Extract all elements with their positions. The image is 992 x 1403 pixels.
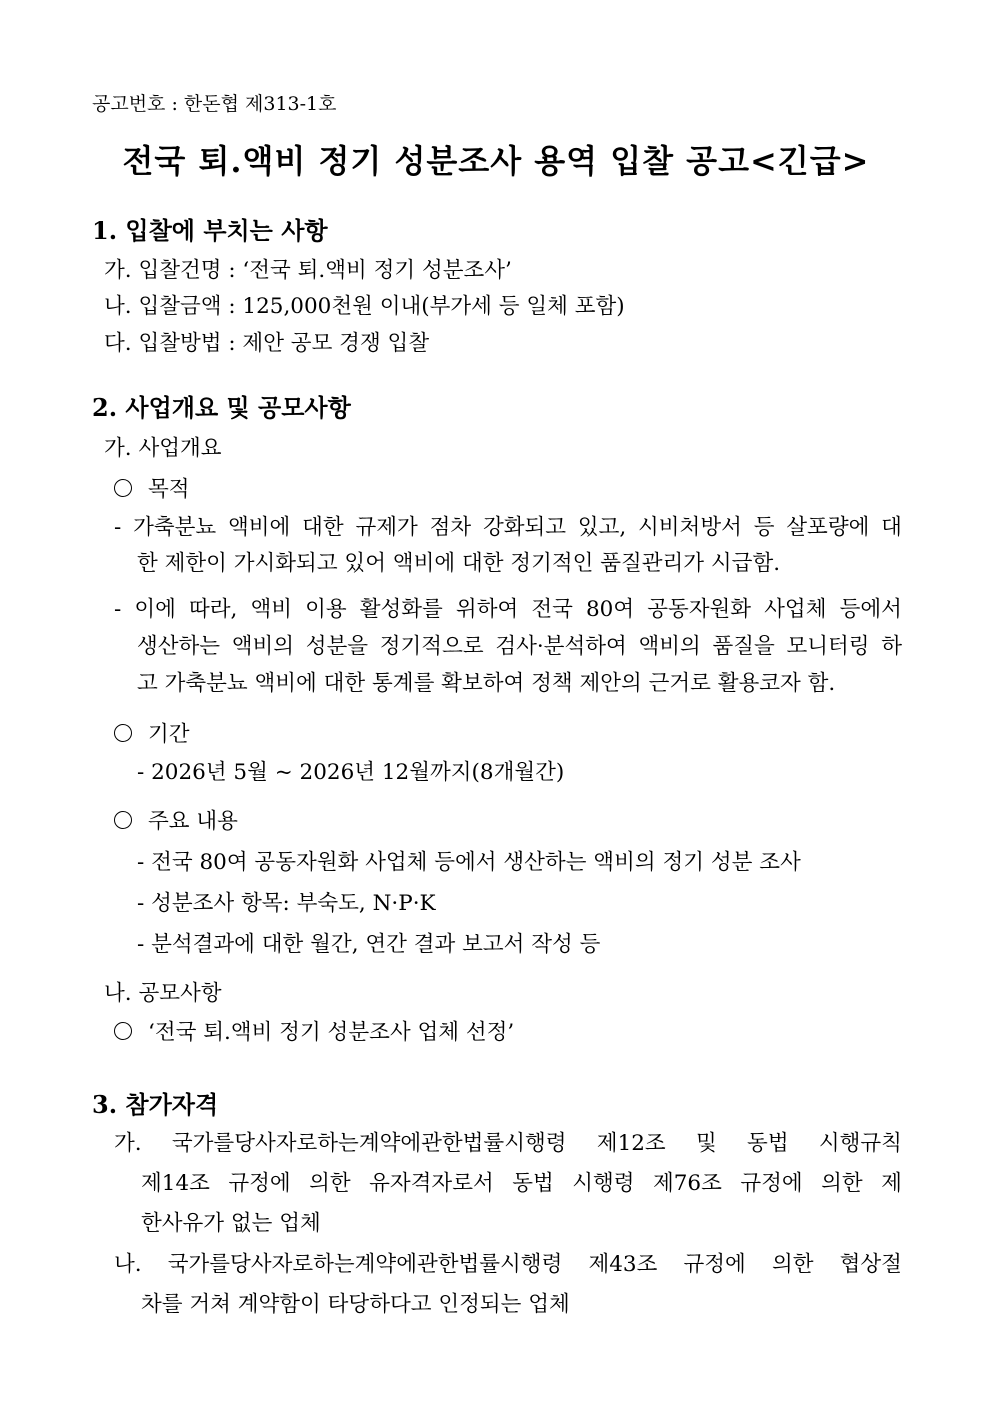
word: - — [114, 515, 122, 540]
purpose-2-line3: 고 가축분뇨 액비에 대한 통계를 확보하여 정책 제안의 근거로 활용코자 함. — [137, 671, 836, 696]
section1-item-a: 가. 입찰건명 : ‘전국 퇴.액비 정기 성분조사’ — [104, 258, 512, 283]
word: 하 — [881, 634, 902, 659]
word: 모니터링 — [786, 634, 870, 659]
word: 이에 — [134, 597, 176, 622]
word: 있고, — [577, 515, 627, 540]
word: 가. — [114, 1131, 142, 1156]
circle-bullet-icon — [114, 479, 132, 497]
word: 유자격자로서 — [369, 1171, 494, 1196]
word: 및 — [695, 1131, 717, 1156]
word: 국가를당사자로하는계약에관한법률시행령 — [171, 1131, 567, 1156]
word: 정기적으로 — [379, 634, 484, 659]
section3-item-b-line2: 차를 거쳐 계약함이 타당하다고 인정되는 업체 — [141, 1292, 570, 1317]
word: 따라, — [189, 597, 238, 622]
word: 액비 — [250, 597, 293, 622]
word: 제14조 — [141, 1171, 210, 1196]
word: 점차 — [429, 515, 472, 540]
word: 협상절 — [839, 1252, 902, 1277]
section1-heading: 1. 입찰에 부치는 사항 — [92, 216, 328, 245]
word: 검사·분석하여 — [495, 634, 627, 659]
recruit-item-text: ‘전국 퇴.액비 정기 성분조사 업체 선정’ — [148, 1020, 515, 1045]
word: 액비에 — [227, 515, 291, 540]
word: 동법 — [747, 1131, 789, 1156]
section3-item-a-line2 — [141, 1173, 902, 1195]
period-value: - 2026년 5월 ~ 2026년 12월까지(8개월간) — [137, 760, 565, 785]
section2-sub-a: 가. 사업개요 — [104, 436, 222, 461]
word: 등 — [753, 515, 775, 540]
word: 액비의 — [231, 634, 295, 659]
word: 강화되고 — [482, 515, 567, 540]
content-heading — [114, 811, 238, 833]
word: 나. — [114, 1252, 142, 1277]
section1-item-b: 나. 입찰금액 : 125,000천원 이내(부가세 등 일체 포함) — [104, 294, 625, 319]
section3-item-a-line1 — [114, 1133, 902, 1155]
word: 의한 — [309, 1171, 351, 1196]
word: 대한 — [302, 515, 344, 540]
word: 규제가 — [355, 515, 418, 540]
circle-bullet-icon — [114, 811, 132, 829]
notice-number: 공고번호 : 한돈협 제313-1호 — [92, 93, 337, 115]
content-item-3: - 분석결과에 대한 월간, 연간 결과 보고서 작성 등 — [137, 932, 601, 957]
content-item-2: - 성분조사 항목: 부숙도, N·P·K — [137, 891, 436, 916]
word: 시행규칙 — [818, 1131, 902, 1156]
word: 활성화를 — [359, 597, 443, 622]
section2-sub-b: 나. 공모사항 — [104, 981, 222, 1006]
recruit-item — [114, 1022, 514, 1044]
word: 액비의 — [638, 634, 701, 659]
word: 제12조 — [596, 1131, 666, 1156]
word: - — [114, 597, 122, 622]
word: 제 — [881, 1171, 902, 1196]
word: 동법 — [512, 1171, 554, 1196]
word: 등에서 — [839, 597, 902, 622]
purpose-1-line1 — [114, 517, 902, 539]
content-item-1: - 전국 80여 공동자원화 사업체 등에서 생산하는 액비의 정기 성분 조사 — [137, 850, 801, 875]
purpose-2-line2 — [137, 636, 902, 658]
word: 가축분뇨 — [133, 515, 217, 540]
section3-heading: 3. 참가자격 — [92, 1090, 219, 1119]
word: 시비처방서 — [638, 515, 742, 540]
word: 규정에 — [683, 1252, 746, 1277]
purpose-1-line2: 한 제한이 가시화되고 있어 액비에 대한 정기적인 품질관리가 시급함. — [137, 551, 781, 576]
word: 성분을 — [305, 634, 369, 659]
word: 살포량에 — [786, 515, 870, 540]
purpose-heading — [114, 479, 190, 501]
word: 의한 — [771, 1252, 814, 1277]
section3-item-b-line1 — [114, 1254, 902, 1276]
word: 규정에 — [228, 1171, 291, 1196]
purpose-2-line1 — [114, 599, 902, 621]
section3-item-a-line3: 한사유가 없는 업체 — [141, 1211, 321, 1236]
circle-bullet-icon — [114, 724, 132, 742]
word: 이용 — [305, 597, 347, 622]
circle-bullet-icon — [114, 1022, 132, 1040]
word: 사업체 — [764, 597, 827, 622]
word: 전국 — [531, 597, 573, 622]
word: 생산하는 — [137, 634, 221, 659]
word: 대 — [881, 515, 902, 540]
word: 제76조 — [652, 1171, 722, 1196]
word: 규정에 — [740, 1171, 803, 1196]
word: 의한 — [821, 1171, 863, 1196]
purpose-label: 목적 — [148, 477, 190, 502]
word: 시행령 — [572, 1171, 635, 1196]
word: 품질을 — [712, 634, 775, 659]
period-heading — [114, 724, 190, 746]
word: 제43조 — [588, 1252, 658, 1277]
word: 80여 — [585, 597, 635, 622]
word: 국가를당사자로하는계약에관한법률시행령 — [167, 1252, 563, 1277]
page-title: 전국 퇴.액비 정기 성분조사 용역 입찰 공고<긴급> — [122, 142, 870, 180]
section2-heading: 2. 사업개요 및 공모사항 — [92, 393, 351, 422]
word: 위하여 — [455, 597, 519, 622]
section1-item-c: 다. 입찰방법 : 제안 공모 경쟁 입찰 — [104, 331, 430, 356]
content-label: 주요 내용 — [148, 809, 238, 834]
period-label: 기간 — [148, 722, 190, 747]
word: 공동자원화 — [647, 597, 752, 622]
